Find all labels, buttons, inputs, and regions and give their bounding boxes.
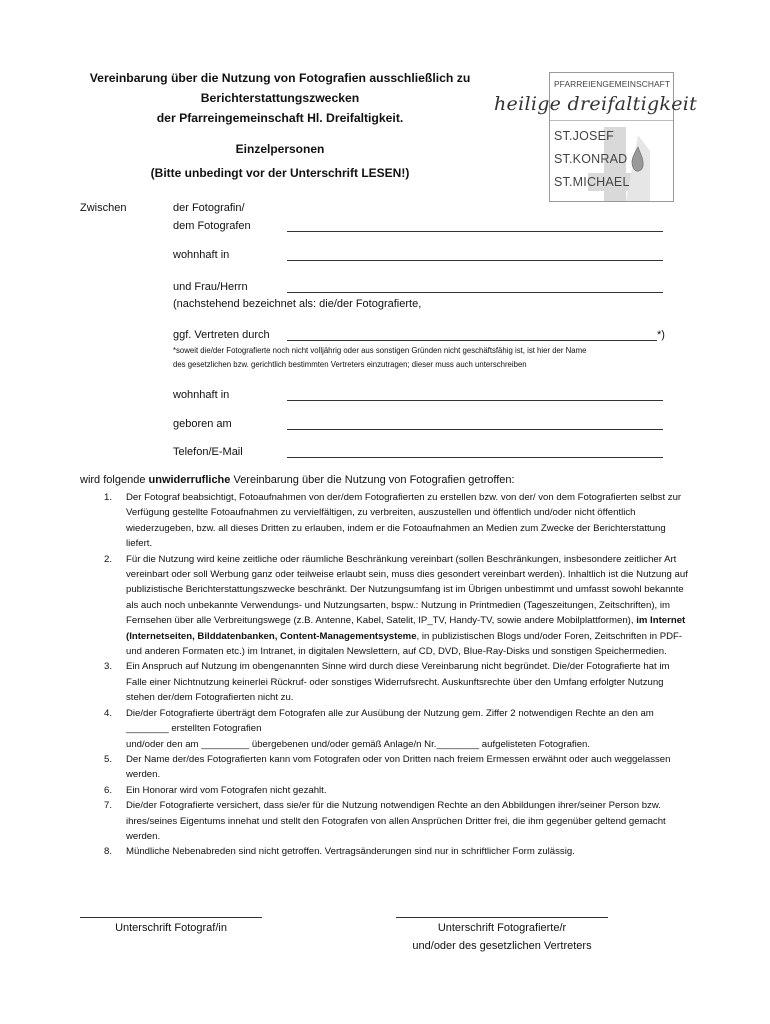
representative-name-field[interactable] (287, 340, 657, 341)
clause-number: 1. (103, 492, 112, 503)
clause-number: 5. (103, 753, 112, 765)
parish-logo (494, 72, 698, 202)
photographer-label-2: dem Fotografen (173, 220, 251, 232)
birthdate-field[interactable] (287, 429, 663, 430)
document-subtitle: Einzelpersonen (235, 142, 325, 156)
clause-text: Mündliche Nebenabreden sind nicht getroffen. Vertragsänderungen sind nur in schriftlicher Form zulässig. (126, 846, 575, 858)
clause-number: 7. (103, 800, 112, 812)
clause-number: 2. (103, 553, 112, 565)
logo-script-text: heilige dreifaltigkeit (494, 93, 698, 115)
phone-email-field[interactable] (287, 457, 663, 458)
person-name-field[interactable] (287, 292, 663, 293)
photographer-name-field[interactable] (287, 231, 663, 232)
clause-text: Der Fotograf beabsichtigt, Fotoaufnahmen von der/dem Fotografierten zu erstellen bzw. von der/ von dem Fotografierten selbst zur Verfügung gestellte Fotoaufnahmen zu vervielfältigen, zu verbreiten, auszustellen und öffentlich und/oder nicht öffentlich wiederzugeben, bzw. all dieses Dritten zu erlauben, indem er die Fotoaufnahmen an Medien zum Zwecke der Berichterstattung liefert. (126, 492, 682, 550)
clause-text: Die/der Fotografierte versichert, dass sie/er für die Nutzung notwendigen Rechte an den Abbildungen ihrer/seiner Person bzw. ihres/seines Eigentums innehat und stellt den Fotografen von allen Ansprüchen Dritter frei, die ihm gegenüber geltend gemacht werden. (126, 800, 666, 842)
clause-list (92, 490, 692, 860)
logo-church-3: ST.MICHAEL (554, 175, 630, 189)
clause-5 (92, 752, 692, 783)
read-before-signing-note: (Bitte unbedingt vor der Unterschrift LESEN!) (150, 166, 410, 180)
person-designation-note: (nachstehend bezeichnet als: die/der Fotografierte, (173, 298, 422, 310)
clause-text: und/oder den am _________ übergebenen und/oder gemäß Anlage/n Nr.________ aufgelisteten Fotografien. (126, 738, 591, 750)
photographer-residence-field[interactable] (287, 260, 663, 261)
intro-irrevocable: unwiderrufliche (148, 474, 231, 486)
phone-email-label: Telefon/E-Mail (173, 446, 243, 458)
clause-number: 8. (103, 846, 112, 858)
birthdate-label: geboren am (173, 418, 232, 430)
logo-church-1: ST.JOSEF (554, 129, 614, 143)
agreement-intro (80, 474, 515, 486)
person-label: und Frau/Herrn (173, 281, 248, 293)
logo-parish-label: PFARREIENGEMEINSCHAFT (554, 79, 671, 89)
intro-text-post: Vereinbarung über die Nutzung von Fotografien getroffen: (230, 474, 515, 486)
person-residence-field[interactable] (287, 400, 663, 401)
person-signature-field[interactable] (396, 917, 608, 918)
photographer-label-1: der Fotografin/ (173, 202, 245, 214)
representative-asterisk: *) (657, 329, 665, 341)
footnote-line-2: des gesetzlichen bzw. gerichtlich bestimmten Vertreters einzutragen; dieser muss auch unterschreiben (173, 360, 527, 369)
clause-text: Ein Anspruch auf Nutzung im obengenannten Sinne wird durch diese Vereinbarung nicht begründet. Die/der Fotografierte hat im Falle einer Nichtnutzung keinerlei Rückruf- oder sonstiges Widerrufsrecht. Auskunftsrechte über den Umfang erfolgter Nutzung stehen der/dem Fotografierten nicht zu. (126, 661, 670, 704)
photographer-residence-label: wohnhaft in (173, 249, 230, 261)
person-signature-label: Unterschrift Fotografierte/r (437, 922, 567, 934)
clause-7 (92, 798, 692, 844)
title-line-2: Berichterstattungszwecken (200, 91, 360, 105)
representative-label: ggf. Vertreten durch (173, 329, 270, 341)
clause-4 (92, 706, 692, 752)
clause-text: Für die Nutzung wird keine zeitliche oder räumliche Beschränkung vereinbart (sollen Beschränkungen, insbesondere zeitlicher Art vereinbart oder soll Werbung ganz oder teilweise erlaubt sein, muss dies gesondert vereinbart werden). Inhaltlich ist die Nutzung auf publizistische Berichterstattungszwecke beschränkt. Der Nutzungsumfang ist im Übrigen unbestimmt und umfasst sowohl bekannte als auch noch unbekannte Verwendungs- und Nutzungsarten, bspw.: Nutzung in Printmedien (Tageszeitungen, Zeitschriften), im Fernsehen über alle Verbreitungswege (z.B. Antenne, Kabel, Satelit, IP_TV, Handy-TV, sowie andere Mobilplattformen), (126, 553, 688, 627)
representative-footnote (173, 344, 693, 372)
clause-8 (92, 844, 692, 859)
clause-number: 4. (103, 707, 112, 719)
clause-number: 3. (103, 661, 112, 673)
clause-2 (92, 552, 692, 660)
title-line-3: der Pfarreingemeinschaft Hl. Dreifaltigkeit. (156, 111, 404, 125)
logo-church-2: ST.KONRAD (554, 152, 628, 166)
clause-number: 6. (103, 784, 112, 796)
photographer-signature-label: Unterschrift Fotograf/in (115, 922, 227, 934)
title-line-1: Vereinbarung über die Nutzung von Fotografien ausschließlich zu (89, 71, 471, 85)
clause-text: Ein Honorar wird vom Fotografen nicht gezahlt. (126, 784, 327, 796)
clause-bold-text: im Internet (Internetseiten, Bilddatenbanken, Content-Managementsysteme (126, 615, 686, 642)
photographer-signature-field[interactable] (80, 917, 262, 918)
clause-3 (92, 659, 692, 705)
clause-text: , in publizistischen Blogs und/oder Foren, Zeitschriften in PDF- und anderen Formaten etc.) im Intranet, in digitalen Newslettern, auf CD, DVD, Blue-Ray-Disks und sonstigen Speichermedien. (126, 630, 683, 658)
clause-text: Der Name der/des Fotografierten kann vom Fotografen oder von Dritten nach freiem Ermessen erwähnt oder auch weggelassen werden. (126, 753, 671, 781)
between-label: Zwischen (80, 202, 127, 214)
document-title (60, 68, 500, 128)
person-residence-label: wohnhaft in (173, 389, 230, 401)
intro-text-pre: wird folgende (80, 474, 149, 486)
clause-6 (92, 783, 692, 798)
clause-text: Die/der Fotografierte überträgt dem Fotografen alle zur Ausübung der Nutzung gem. Ziffer 2 notwendigen Rechte an den am ________ erstellten Fotografien (126, 707, 654, 735)
guardian-signature-label: und/oder des gesetzlichen Vertreters (412, 940, 592, 952)
footnote-line-1: *soweit die/der Fotografierte noch nicht volljährig oder aus sonstigen Gründen nicht geschäftsfähig ist, ist hier der Name (173, 346, 587, 355)
clause-1 (92, 490, 692, 552)
